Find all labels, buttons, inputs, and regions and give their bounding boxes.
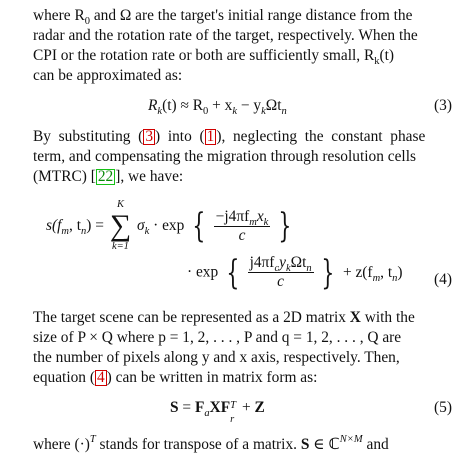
- para2-line1: By substituting ( 3 ) into ( 1 ), neglecting the constant phase: [33, 128, 426, 145]
- equation-3-number: (3): [434, 97, 452, 114]
- equation-5: $S = F_aXF$ T r + Z: [170, 399, 265, 425]
- para3-line4: equation ( 4 ) can be written in matrix form as:: [33, 369, 318, 386]
- equation-4-number: (4): [434, 271, 452, 288]
- para1-line1: where $R_0$ and Ω are the target's initial range distance from the: [33, 7, 413, 27]
- fraction-2: $\frac{j4\pi f_cy_k\Omega t_n}{c}$: [249, 254, 312, 290]
- para3-line3: the number of pixels along y and x axis, respectively. Then,: [33, 349, 400, 366]
- ref-eq-3-link[interactable]: 3: [145, 128, 154, 145]
- equation-4-line2: · exp { $\frac{j4\pi f_cy_k\Omega t_n}{c}$ } + $z(f_m$, $t_n$): [187, 252, 403, 293]
- para1-line3: CPI or the rotation rate or both are sufficiently small, $R_k(t)$: [33, 47, 395, 67]
- para3-line1: The target scene can be represented as a 2D matrix X with the: [33, 309, 415, 326]
- ref-22-link[interactable]: 22: [97, 168, 114, 185]
- para3-line2: size of P × Q where p = 1, 2, . . . , P and q = 1, 2, . . . , Q are: [33, 329, 402, 346]
- para1-line4: can be approximated as:: [33, 67, 183, 84]
- para2-line2: term, and compensating the migration through resolution cells: [33, 148, 416, 165]
- equation-4-line1: $s(f_m$, $t_n$) = K ∑ k=1 $\sigma_k \cdot \exp$ { $\frac{-j4\pi f_mx_k}{c}$ }: [46, 199, 292, 252]
- para2-line3: (MTRC) [ 22 ], we have:: [33, 168, 184, 185]
- para1-line2: radar and the rotation rate of the target, respectively. When the: [33, 27, 418, 44]
- ref-eq-1-link[interactable]: 1: [206, 128, 215, 145]
- sum-symbol: K ∑ k=1: [109, 199, 132, 252]
- fraction-1: $\frac{-j4\pi f_mx_k}{c}$: [215, 207, 269, 244]
- equation-3: $R_k(t) \approx R_0 + x_k - y_k\Omega t_n$: [148, 97, 287, 117]
- para4-line1: where $(\cdot)^T$ stands for transpose of a matrix. S ∈ ℂ$^{N\times M}$ and: [33, 434, 389, 453]
- equation-5-number: (5): [434, 399, 452, 416]
- ref-eq-4-link[interactable]: 4: [96, 369, 105, 386]
